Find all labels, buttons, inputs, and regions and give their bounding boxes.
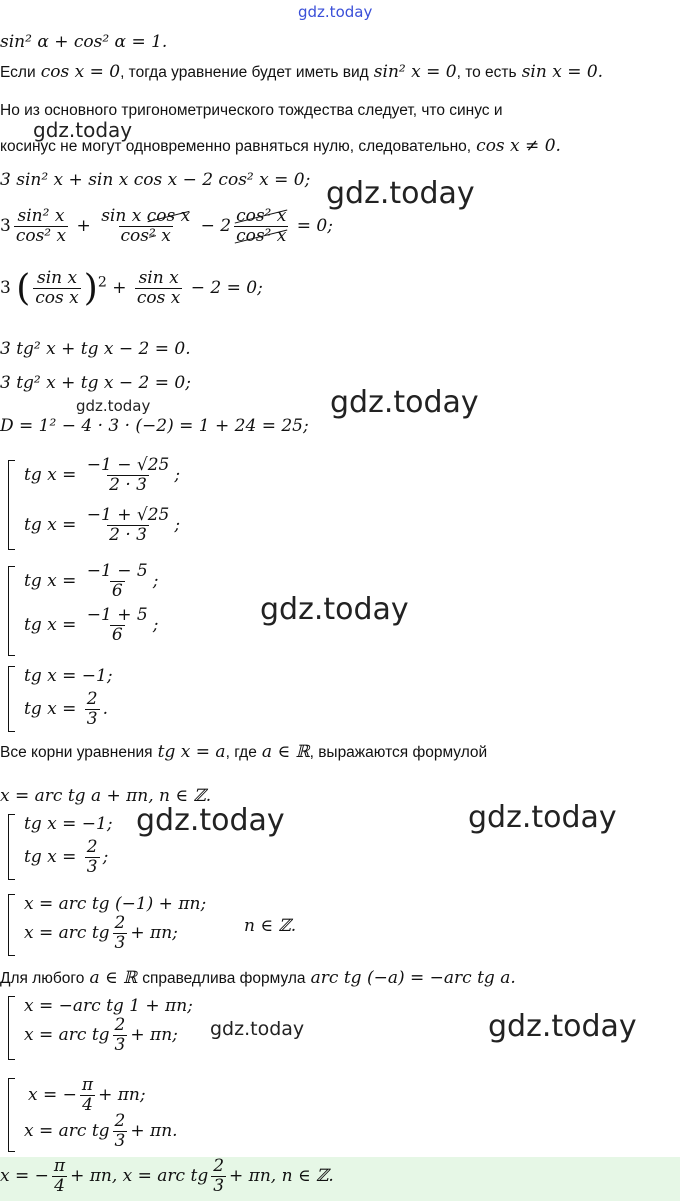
case-line: Если cos x = 0, тогда уравнение будет иметь вид sin² x = 0, то есть sin x = 0. — [0, 62, 604, 82]
identity-equation: sin² α + cos² α = 1. — [0, 32, 168, 52]
watermark: gdz.today — [136, 803, 285, 838]
root-simplified: tg x = $\frac{2}{3}$ . — [24, 689, 108, 729]
root-value: tg x = $\frac{-1 - 5}{6}$ ; — [24, 561, 159, 601]
discriminant: D = 1² − 4 · 3 · (−2) = 1 + 24 = 25; — [0, 416, 309, 436]
set-bracket — [8, 460, 9, 550]
solution-line: x = − $\frac{\pi}{4}$ + πn; — [28, 1075, 146, 1115]
solution-line: x = arc tg $\frac{2}{3}$ + πn; — [24, 913, 178, 953]
n-integer: n ∈ ℤ. — [244, 916, 297, 936]
watermark: gdz.today — [76, 397, 151, 415]
watermark: gdz.today — [488, 1009, 637, 1044]
root-simplified: tg x = −1; — [24, 666, 113, 686]
root-simplified: tg x = −1; — [24, 814, 113, 834]
watermark-top: gdz.today — [298, 3, 373, 21]
root-formula: tg x = $\frac{-1 + √25}{2 \cdot 3}$ ; — [24, 505, 181, 545]
watermark: gdz.today — [326, 176, 475, 211]
roots-text: Все корни уравнения tg x = a, где a ∈ ℝ, выражаются формулой — [0, 742, 488, 762]
general-formula: x = arc tg a + πn, n ∈ ℤ. — [0, 786, 212, 806]
watermark: gdz.today — [468, 800, 617, 835]
set-bracket — [8, 814, 9, 880]
root-value: tg x = $\frac{-1 + 5}{6}$ ; — [24, 605, 159, 645]
watermark: gdz.today — [330, 385, 479, 420]
answer-formula: x = − $\frac{\pi}{4}$ + πn, x = arc tg $\frac{2}{3}$ + πn, n ∈ ℤ. — [0, 1156, 334, 1196]
ratio-equation: 3 ( $\frac{\text{sin x}}{\text{cos x}}$ )$^2$ + $\frac{\text{sin x}}{\text{cos x}}$ − 2 = 0; — [0, 267, 263, 309]
answer-block — [0, 1157, 680, 1201]
identity-text-1: Но из основного тригонометрического тождества следует, что синус и — [0, 102, 503, 119]
main-equation: 3 sin² x + sin x cos x − 2 cos² x = 0; — [0, 170, 311, 190]
tangent-equation: 3 tg² x + tg x − 2 = 0. — [0, 339, 191, 359]
watermark: gdz.today — [260, 592, 409, 627]
root-simplified: tg x = $\frac{2}{3}$ ; — [24, 837, 109, 877]
set-bracket — [8, 566, 9, 656]
watermark: gdz.today — [210, 1018, 305, 1040]
set-bracket — [8, 996, 9, 1060]
odd-property-text: Для любого a ∈ ℝ справедлива формула arc tg (−a) = −arc tg a. — [0, 968, 516, 988]
watermark: gdz.today — [33, 118, 133, 142]
solution-line: x = arc tg (−1) + πn; — [24, 894, 207, 914]
root-formula: tg x = $\frac{-1 - √25}{2 \cdot 3}$ ; — [24, 455, 181, 495]
divided-equation: 3 $\frac{\text{sin² x}}{\text{cos² x}}$ + $\frac{\text{sin x cos x}}{\text{cos² x}}$ − 2 $\frac{\text{cos² x}}{\text{cos² x}}$ = 0; — [0, 206, 333, 246]
solution-line: x = −arc tg 1 + πn; — [24, 996, 193, 1016]
tangent-equation: 3 tg² x + tg x − 2 = 0; — [0, 373, 191, 393]
solution-line: x = arc tg $\frac{2}{3}$ + πn; — [24, 1015, 178, 1055]
solution-line: x = arc tg $\frac{2}{3}$ + πn. — [24, 1111, 178, 1151]
identity-text-2: косинус не могут одновременно равняться нулю, следовательно, cos x ≠ 0. — [0, 136, 561, 156]
set-bracket — [8, 894, 9, 956]
set-bracket — [8, 1078, 9, 1152]
set-bracket — [8, 666, 9, 732]
